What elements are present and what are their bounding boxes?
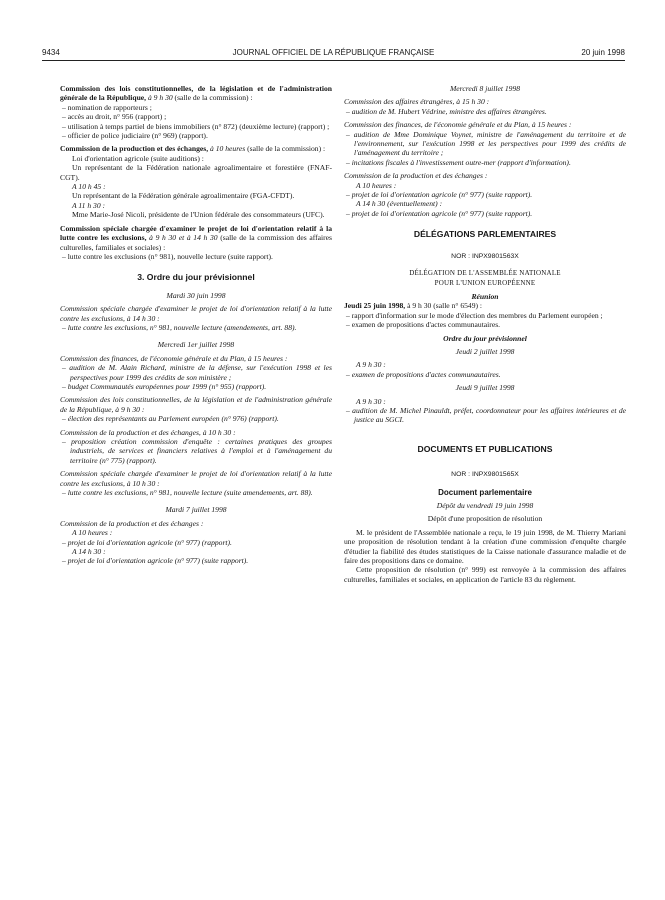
- section-title: 3. Ordre du jour prévisionnel: [137, 272, 255, 283]
- date-heading: Jeudi 2 juillet 1998: [455, 346, 515, 356]
- lois-commission-heading: Commission des lois constitutionnelles, de la législation et de l'administration générale de la République, à 9 h 30 (salle de la commission) :: [60, 84, 332, 103]
- agenda-text: Un représentant de la Fédération générale agroalimentaire (FGA-CFDT).: [72, 191, 295, 201]
- agenda-time: A 11 h 30 :: [72, 200, 106, 210]
- agenda-item: – projet de loi d'orientation agricole (n° 977) (suite rapport).: [62, 556, 249, 566]
- left-column: [60, 84, 332, 566]
- special-commission-heading: Commission spéciale chargée d'examiner le projet de loi d'orientation relatif à la lutte contre les exclusions, à 9 h 30 et à 14 h 30 (salle de la commission des affaires culturelles, familiales et sociales) :: [60, 223, 332, 252]
- agenda-item: – lutte contre les exclusions, n° 981, nouvelle lecture (suite amendements, art. 88).: [62, 488, 313, 498]
- agenda-time: A 9 h 30 :: [356, 360, 386, 370]
- journal-title: JOURNAL OFFICIEL DE LA RÉPUBLIQUE FRANÇAISE: [232, 48, 435, 57]
- agenda-item: – audition de M. Michel Pinauldt, préfet, coordonnateur pour les affaires intérieures et de justice au SGCI.: [346, 405, 626, 425]
- nor-reference: NOR : INPX9801565X: [451, 471, 519, 479]
- agenda-time: A 10 heures :: [72, 528, 113, 538]
- depot-date: Dépôt du vendredi 19 juin 1998: [436, 501, 534, 510]
- agenda-time: A 14 h 30 :: [72, 547, 106, 557]
- right-column: [344, 84, 626, 584]
- agenda-item: – accès au droit, n° 956 (rapport) ;: [62, 112, 167, 122]
- delegation-name-2: POUR L'UNION EUROPÉENNE: [434, 278, 536, 287]
- agenda-item: – proposition création commission d'enquête : certaines pratiques des groupes industriels, de services et financiers relatives à l'emploi et à l'aménagement du territoire (n° 775) (rapport).: [62, 437, 332, 465]
- commission-line: Commission de la production et des échanges :: [344, 171, 488, 181]
- commission-line: Commission de la production et des échanges, à 10 h 30 :: [60, 427, 236, 437]
- commission-line: Commission des lois constitutionnelles, de la législation et de l'administration générale de la République, à 9 h 30 :: [60, 395, 332, 414]
- agenda-text: Un représentant de la Fédération nationale agroalimentaire et forestière (FNAF-CGT).: [60, 163, 332, 182]
- agenda-item: – lutte contre les exclusions (n° 981), nouvelle lecture (suite rapport).: [62, 251, 273, 261]
- nor-reference: NOR : INPX9801563X: [451, 252, 519, 260]
- document-heading: Document parlementaire: [438, 487, 532, 497]
- date-heading: Jeudi 9 juillet 1998: [455, 383, 515, 393]
- agenda-item: – examen de propositions d'actes communautaires.: [346, 369, 501, 379]
- production-commission-heading: Commission de la production et des échanges, à 10 heures (salle de la commission) :: [60, 144, 326, 154]
- agenda-item: – audition de M. Alain Richard, ministre de la défense, sur l'exécution 1998 et les perspectives pour 1999 des crédits de son ministère ;: [62, 363, 332, 382]
- documents-heading: DOCUMENTS ET PUBLICATIONS: [417, 443, 553, 454]
- meeting-line: Jeudi 25 juin 1998, à 9 h 30 (salle n° 6549) :: [344, 301, 483, 311]
- agenda-item: – lutte contre les exclusions, n° 981, nouvelle lecture (amendements, art. 88).: [62, 322, 297, 332]
- page-number: 9434: [42, 48, 60, 57]
- delegation-name: DÉLÉGATION DE L'ASSEMBLÉE NATIONALE: [409, 269, 561, 278]
- issue-date: 20 juin 1998: [581, 48, 625, 57]
- agenda-item: – projet de loi d'orientation agricole (n° 977) (suite rapport).: [346, 208, 533, 218]
- depot-title: Dépôt d'une proposition de résolution: [427, 514, 543, 524]
- agenda-text: Mme Marie-José Nicoli, présidente de l'Union fédérale des consommateurs (UFC).: [72, 210, 325, 220]
- date-heading: Mardi 30 juin 1998: [166, 290, 226, 300]
- commission-line: Commission spéciale chargée d'examiner le projet de loi d'orientation relatif à la lutte contre les exclusions, à 14 h 30 :: [60, 304, 332, 323]
- agenda-item: – budget Communautés européennes pour 1999 (n° 955) (rapport).: [62, 381, 267, 391]
- date-heading: Mercredi 1er juillet 1998: [157, 340, 235, 350]
- commission-line: Commission des finances, de l'économie générale et du Plan, à 15 heures :: [60, 353, 288, 363]
- agenda-item: – rapport d'information sur le mode d'élection des membres du Parlement européen ;: [346, 310, 603, 320]
- agenda-item: – examen de propositions d'actes communautaires.: [346, 320, 501, 330]
- agenda-item: – incitations fiscales à l'investissement outre-mer (rapport d'information).: [346, 157, 571, 167]
- header-rule: [42, 60, 625, 61]
- agenda-time: A 14 h 30 (éventuellement) :: [356, 199, 443, 209]
- paragraph: M. le président de l'Assemblée nationale a reçu, le 19 juin 1998, de M. Thierry Mariani une proposition de résolution tendant à la création d'une commission d'enquête chargée d'étudier la fiabilité des études statistiques de la Caisse nationale d'assurance maladie et de faire des propositions dans ce domaine.: [344, 527, 626, 566]
- commission-line: Commission des finances, de l'économie générale et du Plan, à 15 heures :: [344, 120, 572, 130]
- agenda-item: – audition de Mme Dominique Voynet, ministre de l'aménagement du territoire et de l'environnement, sur l'exécution 1998 et les perspectives pour 1999 des crédits de l'aménagement du territoire ;: [346, 129, 626, 158]
- commission-line: Commission de la production et des échanges :: [60, 518, 204, 528]
- commission-line: Commission des affaires étrangères, à 15 h 30 :: [344, 97, 490, 107]
- agenda-item: – nomination de rapporteurs ;: [62, 102, 152, 112]
- agenda-item: – audition de M. Hubert Védrine, ministre des affaires étrangères.: [346, 106, 547, 116]
- agenda-item: – projet de loi d'orientation agricole (n° 977) (suite rapport).: [346, 190, 533, 200]
- agenda-item: – projet de loi d'orientation agricole (n° 977) (rapport).: [62, 537, 232, 547]
- commission-line: Commission spéciale chargée d'examiner le projet de loi d'orientation relatif à la lutte contre les exclusions, à 10 h 30 :: [60, 469, 332, 488]
- date-heading: Mercredi 8 juillet 1998: [449, 84, 521, 93]
- agenda-time: A 9 h 30 :: [356, 396, 386, 406]
- delegations-heading: DÉLÉGATIONS PARLEMENTAIRES: [413, 229, 557, 240]
- agenda-time: A 10 heures :: [356, 180, 397, 190]
- date-heading: Mardi 7 juillet 1998: [165, 505, 227, 515]
- agenda-item: – élection des représentants au Parlement européen (n° 976) (rapport).: [62, 414, 279, 424]
- agenda-time: A 10 h 45 :: [72, 182, 106, 192]
- reunion-heading: Réunion: [471, 291, 499, 301]
- paragraph: Cette proposition de résolution (n° 999) est renvoyée à la commission des affaires culturelles, familiales et sociales, en application de l'article 83 du règlement.: [344, 565, 626, 584]
- page-header: [42, 48, 625, 60]
- agenda-item: – utilisation à temps partiel de biens immobiliers (n° 872) (deuxième lecture) (rapport) ;: [62, 121, 330, 131]
- agenda-item: – officier de police judiciaire (n° 969) (rapport).: [62, 131, 208, 141]
- agenda-text: Loi d'orientation agricole (suite auditions) :: [72, 153, 204, 163]
- odj-heading: Ordre du jour prévisionnel: [443, 333, 527, 343]
